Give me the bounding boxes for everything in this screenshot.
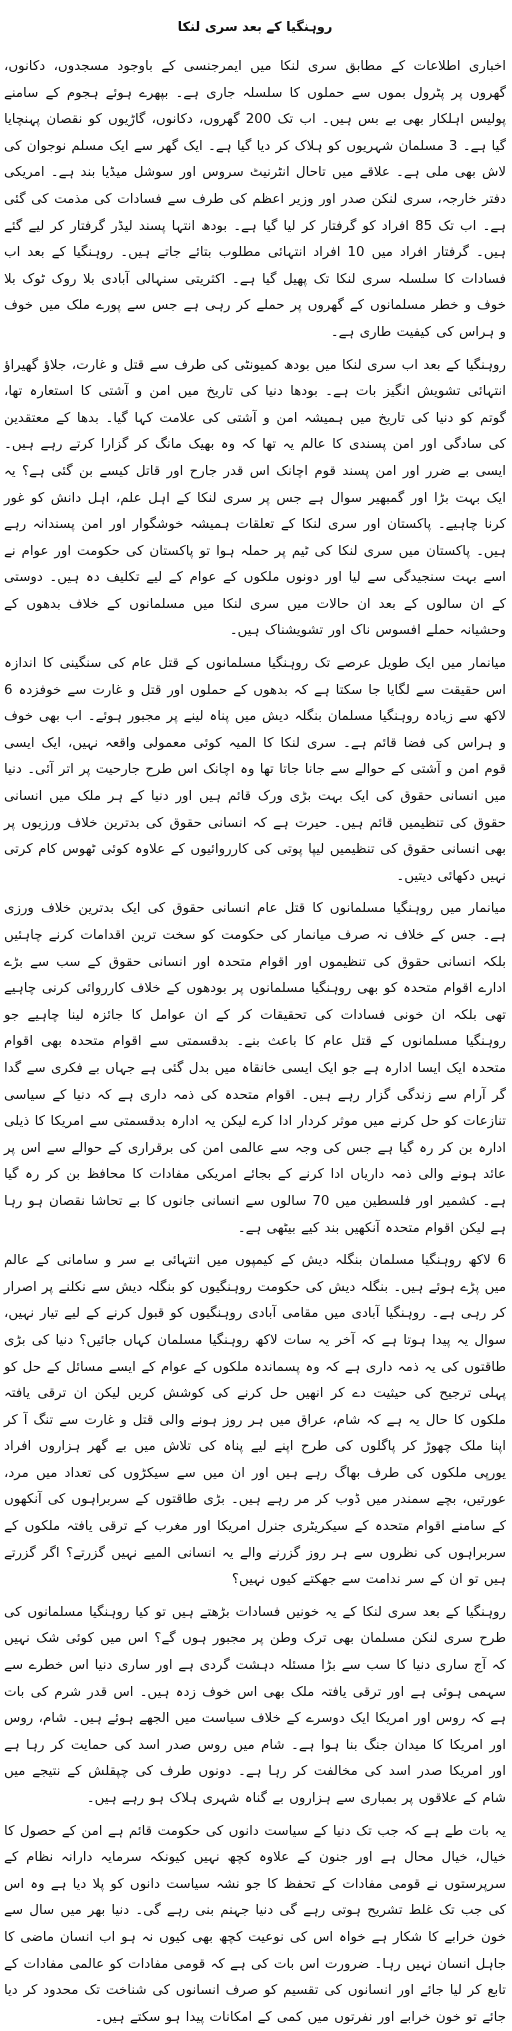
paragraph: میانمار میں روہنگیا مسلمانوں کا قتل عام انسانی حقوق کی ایک بدترین خلاف ورزی ہے۔ جس کے خلاف نہ صرف میانمار کی حکومت کو سخت ترین اقدامات کرنے چاہئیں بلکہ انسانی حقوق کی تنظیموں اور اقوام متحدہ اور انسانی حقوق کے سب سے بڑے ادارے اقوام متحدہ کو بھی روہنگیا مسلمانوں پر بودھوں کے خلاف کارروائی کرنی چاہیے تھی بلکہ ان خونی فسادات کی تحقیقات کر کے ان عوامل کا جائزہ لینا چاہیے جو روہنگیا مسلمانوں کے قتل عام کا باعث بنے۔ بدقسمتی سے اقوام متحدہ بھی اقوام متحدہ ایک ایسا ادارہ ہے جو ایک ایسی خانقاہ میں بدل گئی ہے جہاں بے فکری سے گدا گر آرام سے زندگی گزار رہے ہیں۔ اقوام متحدہ کی ذمہ داری ہے کہ دنیا کے سیاسی تنازعات کو حل کرنے میں موثر کردار ادا کرے لیکن یہ ادارہ بدقسمتی سے امریکا کا ذیلی ادارہ بن کر رہ گیا ہے جس کی وجہ سے عالمی امن کی برقراری کے حوالے سے اس پر عائد ہونے والی ذمہ داریاں ادا کرنے کے بجائے امریکی مفادات کا محافظ بن کر رہ گیا ہے۔ کشمیر اور فلسطین میں 70 سالوں سے انسانی جانوں کا بے تحاشا نقصان ہو رہا ہے لیکن اقوام متحدہ آنکھیں بند کیے بیٹھی ہے۔ [4, 901, 506, 1236]
article-headline: روہنگیا کے بعد سری لنکا [177, 19, 333, 35]
article-body [4, 54, 506, 2031]
headline-bar [4, 0, 506, 54]
paragraph: اخباری اطلاعات کے مطابق سری لنکا میں ایمرجنسی کے باوجود مسجدوں، دکانوں، گھروں پر پٹرول بموں سے حملوں کا سلسلہ جاری ہے۔ بپھرے ہوئے ہجوم کے سامنے پولیس اہلکار بھی بے بس ہیں۔ اب تک 200 گھروں، دکانوں، گاڑیوں کو نقصان پہنچایا گیا ہے۔ 3 مسلمان شہریوں کو ہلاک کر دیا گیا ہے۔ ایک گھر سے ایک مسلم نوجوان کی لاش بھی ملی ہے۔ علاقے میں تاحال انٹرنیٹ سروس اور سوشل میڈیا بند ہے۔ امریکی دفتر خارجہ، سری لنکن صدر اور وزیر اعظم کی طرف سے فسادات کی مذمت کی گئی ہے۔ اب تک 85 افراد کو گرفتار کر لیا گیا ہے۔ بودھ انتہا پسند لیڈر گرفتار کر لیے گئے ہیں۔ گرفتار افراد میں 10 افراد انتہائی مطلوب بتائے جاتے ہیں۔ روہنگیا کے بعد اب فسادات کا سلسلہ سری لنکا تک پھیل گیا ہے۔ اکثریتی سنہالی آبادی بلا روک ٹوک بلا خوف و خطر مسلمانوں کے گھروں پر حملے کر رہی ہے جس سے پورے ملک میں خوف و ہراس کی کیفیت طاری ہے۔ [3, 59, 506, 340]
paragraph: یہ بات طے ہے کہ جب تک دنیا کے سیاست دانوں کی حکومت قائم ہے امن کے حصول کا خیال، خیال محال ہے اور جنون کے علاوہ کچھ نہیں کیونکہ سرمایہ دارانہ نظام کے سرپرستوں نے قومی مفادات کے تحفظ کا جو نشہ سیاست دانوں کو پلا دیا ہے وہ اس کی جب تک غلط تشریح ہوتی رہے گی دنیا جہنم بنی رہے گی۔ دنیا بھر میں سال سے خون خرابے کا شکار ہے خواہ اس کی نوعیت کچھ بھی کیوں نہ ہو اب انسان ماضی کا جاہل انسان نہیں رہا۔ ضرورت اس بات کی ہے کہ قومی مفادات کو عالمی مفادات کے تابع کر لیا جائے اور انسانوں کی تقسیم کو صرف انسانوں کی شناخت تک محدود کر دیا جائے تو خون خرابے اور نفرتوں میں کمی کے امکانات پیدا ہو سکتے ہیں۔ [4, 1823, 506, 2025]
paragraph: 6 لاکھ روہنگیا مسلمان بنگلہ دیش کے کیمپوں میں انتہائی بے سر و سامانی کے عالم میں پڑے ہوئے ہیں۔ بنگلہ دیش کی حکومت روہنگیوں کو بنگلہ دیش سے نکلنے پر اصرار کر رہی ہے۔ روہنگیا آبادی میں مقامی آبادی روہنگیوں کو قبول کرنے کے لیے تیار نہیں، سوال یہ پیدا ہوتا ہے کہ آخر یہ سات لاکھ روہنگیا مسلمان کہاں جائیں؟ دنیا کی بڑی طاقتوں کی یہ ذمہ داری ہے کہ وہ پسماندہ ملکوں کے عوام کے ایسے مسائل کے حل کو پہلی ترجیح کی حیثیت دے کر انھیں حل کرنے کی کوشش کریں لیکن ان ترقی یافتہ ملکوں کا حال یہ ہے کہ شام، عراق میں ہر روز ہونے والی قتل و غارت سے تنگ آ کر اپنا ملک چھوڑ کر پاگلوں کی طرح اپنے لیے پناہ کی تلاش میں بے گھر ہزاروں افراد یورپی ملکوں کی طرف بھاگ رہے ہیں اور ان میں سے سیکڑوں کی تعداد میں مرد، عورتیں، بچے سمندر میں ڈوب کر مر رہے ہیں۔ بڑی طاقتوں کے سربراہوں کی آنکھوں کے سامنے اقوام متحدہ کے سیکریٹری جنرل امریکا اور مغرب کے ترقی یافتہ ملکوں کے سربراہوں کی نظروں سے ہر روز گزرنے والے یہ انسانی المیے نہیں گزرتے؟ اگر گزرتے ہیں تو ان کے سر ندامت سے جھکتے کیوں نہیں؟ [4, 1253, 506, 1588]
paragraph: روہنگیا کے بعد سری لنکا کے یہ خونیں فسادات بڑھتے ہیں تو کیا روہنگیا مسلمانوں کی طرح سری لنکن مسلمان بھی ترک وطن پر مجبور ہوں گے؟ اس میں کوئی شک نہیں کہ آج ساری دنیا کا سب سے بڑا مسئلہ دہشت گردی ہے اور ساری دنیا اس خطرے سے سہمی ہوئی ہے اور ترقی یافتہ ملک بھی اس خوف زدہ ہیں۔ اس قدر شرم کی بات ہے کہ روس اور امریکا ایک دوسرے کے خلاف سیاست میں الجھے ہوئے ہیں۔ شام، روس اور امریکا کا میدان جنگ بنا ہوا ہے۔ شام میں روس صدر اسد کی حمایت کر رہا ہے اور امریکا صدر اسد کی مخالفت کر رہا ہے۔ دونوں طرف کی چپقلش کے نتیجے میں شام کے علاقوں پر بمباری سے ہزاروں بے گناہ شہری ہلاک ہو رہے ہیں۔ [4, 1604, 506, 1806]
paragraph: میانمار میں ایک طویل عرصے تک روہنگیا مسلمانوں کے قتل عام کی سنگینی کا اندازہ اس حقیقت سے لگایا جا سکتا ہے کہ بدھوں کے حملوں اور قتل و غارت سے خوفزدہ 6 لاکھ سے زیادہ روہنگیا مسلمان بنگلہ دیش میں پناہ لینے پر مجبور ہوئے۔ اب بھی خوف و ہراس کی فضا قائم ہے۔ سری لنکا کا المیہ کوئی معمولی واقعہ نہیں، ایک ایسی قوم امن و آشتی کے حوالے سے جانا جاتا تھا وہ اچانک اس طرح جارحیت پر اتر آئی۔ دنیا میں انسانی حقوق کی ایک بہت بڑی ورک قائم ہیں اور دنیا کے ہر ملک میں انسانی حقوق کی تنظیمیں قائم ہیں۔ حیرت ہے کہ انسانی حقوق کی بدترین خلاف ورزیوں پر بھی انسانی حقوق کی تنظیمیں لیپا پوتی کی کارروائیوں کے علاوہ کوئی ٹھوس کام کرتی نہیں دکھائی دیتیں۔ [4, 656, 506, 884]
paragraph: روہنگیا کے بعد اب سری لنکا میں بودھ کمیونٹی کی طرف سے قتل و غارت، جلاؤ گھیراؤ انتہائی تشویش انگیز بات ہے۔ بودھا دنیا کی تاریخ میں امن و آشتی کا استعارہ تھا، گوتم کو دنیا کی تاریخ میں ہمیشہ امن و آشتی کی علامت کہا گیا۔ بدھا کے معتقدین کی سادگی اور امن پسندی کا عالم یہ تھا کہ وہ بھیک مانگ کر گزارا کرتے رہے ہیں۔ ایسی بے ضرر اور امن پسند قوم اچانک اس قدر جارح اور قاتل کیسے بن گئی ہے؟ یہ ایک بہت بڑا اور گمبھیر سوال ہے جس پر سری لنکا کے اہل علم، اہل دانش کو غور کرنا چاہیے۔ پاکستان اور سری لنکا کے تعلقات ہمیشہ خوشگوار اور امن پسندانہ رہے ہیں۔ پاکستان میں سری لنکا کی ٹیم پر حملہ ہوا تو پاکستان کی حکومت اور عوام نے اسے بہت سنجیدگی سے لیا اور دونوں ملکوں کے عوام کے لیے تکلیف دہ ہیں۔ دوستی کے ان سالوں کے بعد ان حالات میں سری لنکا میں مسلمانوں کے خلاف بدھوں کے وحشیانہ حملے افسوس ناک اور تشویشناک ہیں۔ [4, 357, 506, 639]
